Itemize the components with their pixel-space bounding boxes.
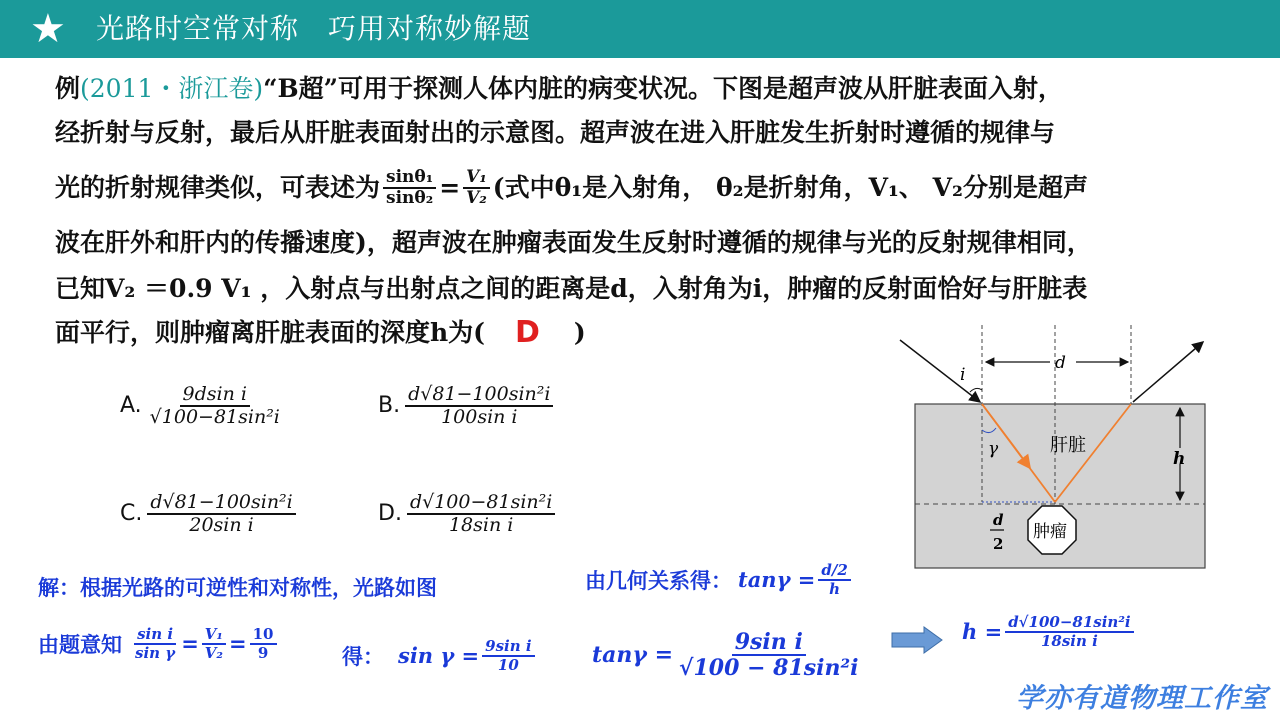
header-bar — [0, 0, 1280, 58]
given-relation: 由题意知 $\frac{\text{sin i}}{\text{sin γ}}$ = $\frac{\text{V₁}}{\text{V₂}}$ = $\frac{10}{9}$ — [38, 626, 280, 661]
depth-result: h = $\frac{\text{d√100−81sin²i}}{\text{18sin i}}$ — [962, 614, 1137, 649]
geometry-relation: 由几何关系得： tanγ = $\frac{d/2}{h}$ — [585, 562, 854, 597]
label-liver: 肝脏 — [1050, 435, 1086, 456]
label-half-num: d — [993, 511, 1004, 529]
label-h: h — [1173, 449, 1186, 469]
label-tumor: 肿瘤 — [1033, 522, 1067, 542]
label-half-den: 2 — [993, 535, 1004, 553]
question-line-4: 波在肝外和肝内的传播速度)，超声波在肿瘤表面发生反射时遵循的规律与光的反射规律相同， — [55, 228, 1092, 257]
emergent-ray — [1133, 342, 1203, 402]
incident-ray — [900, 340, 980, 402]
snell-fraction-left: $\frac{\text{sinθ₁}}{\text{sinθ₂}}$ — [383, 168, 436, 207]
eq-sign-2: = — [229, 631, 247, 656]
option-b[interactable]: B. $\frac{\text{d√81−100sin²i}}{\text{100sin i}}$ — [378, 384, 556, 428]
option-d[interactable]: D. $\frac{\text{d√100−81sin²i}}{\text{18sin i}}$ — [378, 492, 558, 536]
question-line-2: 经折射与反射，最后从肝脏表面射出的示意图。超声波在进入肝脏发生折射时遵循的规律与 — [55, 118, 1056, 147]
label-i: i — [960, 365, 966, 385]
star-icon: ★ — [30, 6, 66, 52]
question-line-1: 例(2011・浙江卷)“B超”可用于探测人体内脏的病变状况。下图是超声波从肝脏表面入射， — [55, 74, 1064, 103]
sin-gamma-result: 得： sin γ = $\frac{\text{9sin i}}{10}$ — [342, 638, 538, 673]
question-line-3: 光的折射规律类似，可表述为 $\frac{\text{sinθ₁}}{\text{sinθ₂}}$ = $\frac{\text{V₁}}{\text{V₂}}$ (式中θ₁是入射角， θ₂是折射角，V₁、 V₂分别是超声 — [55, 167, 1088, 208]
snell-fraction-right: $\frac{\text{V₁}}{\text{V₂}}$ — [463, 168, 490, 207]
question-line-5: 已知V₂ ＝0.9 V₁ ，入射点与出射点之间的距离是d，入射角为i，肿瘤的反射面恰好与肝脏表 — [55, 274, 1088, 303]
question-line-6: 面平行，则肿瘤离肝脏表面的深度h为( D ) — [55, 315, 586, 350]
slide-title: 光路时空常对称 巧用对称妙解题 — [96, 12, 532, 45]
answer-mark: D — [515, 315, 540, 350]
option-c[interactable]: C. $\frac{\text{d√81−100sin²i}}{\text{20sin i}}$ — [120, 492, 299, 536]
ultrasound-diagram — [890, 320, 1220, 575]
option-a[interactable]: A. $\frac{\text{9dsin i}}{\text{√100−81sin²i}}$ — [120, 383, 280, 428]
question-source: (2011・浙江卷) — [80, 74, 264, 103]
solution-intro: 解：根据光路的可逆性和对称性，光路如图 — [38, 576, 437, 600]
watermark: 学亦有道物理工作室 — [1016, 683, 1268, 714]
incident-angle-arc — [970, 388, 982, 392]
right-arrow-icon — [890, 625, 944, 655]
label-d: d — [1055, 353, 1066, 373]
label-gamma: γ — [988, 439, 999, 459]
tan-gamma-result: tanγ = $\frac{\text{9sin i}}{\text{√100 − 81sin²i}}$ — [592, 629, 859, 682]
